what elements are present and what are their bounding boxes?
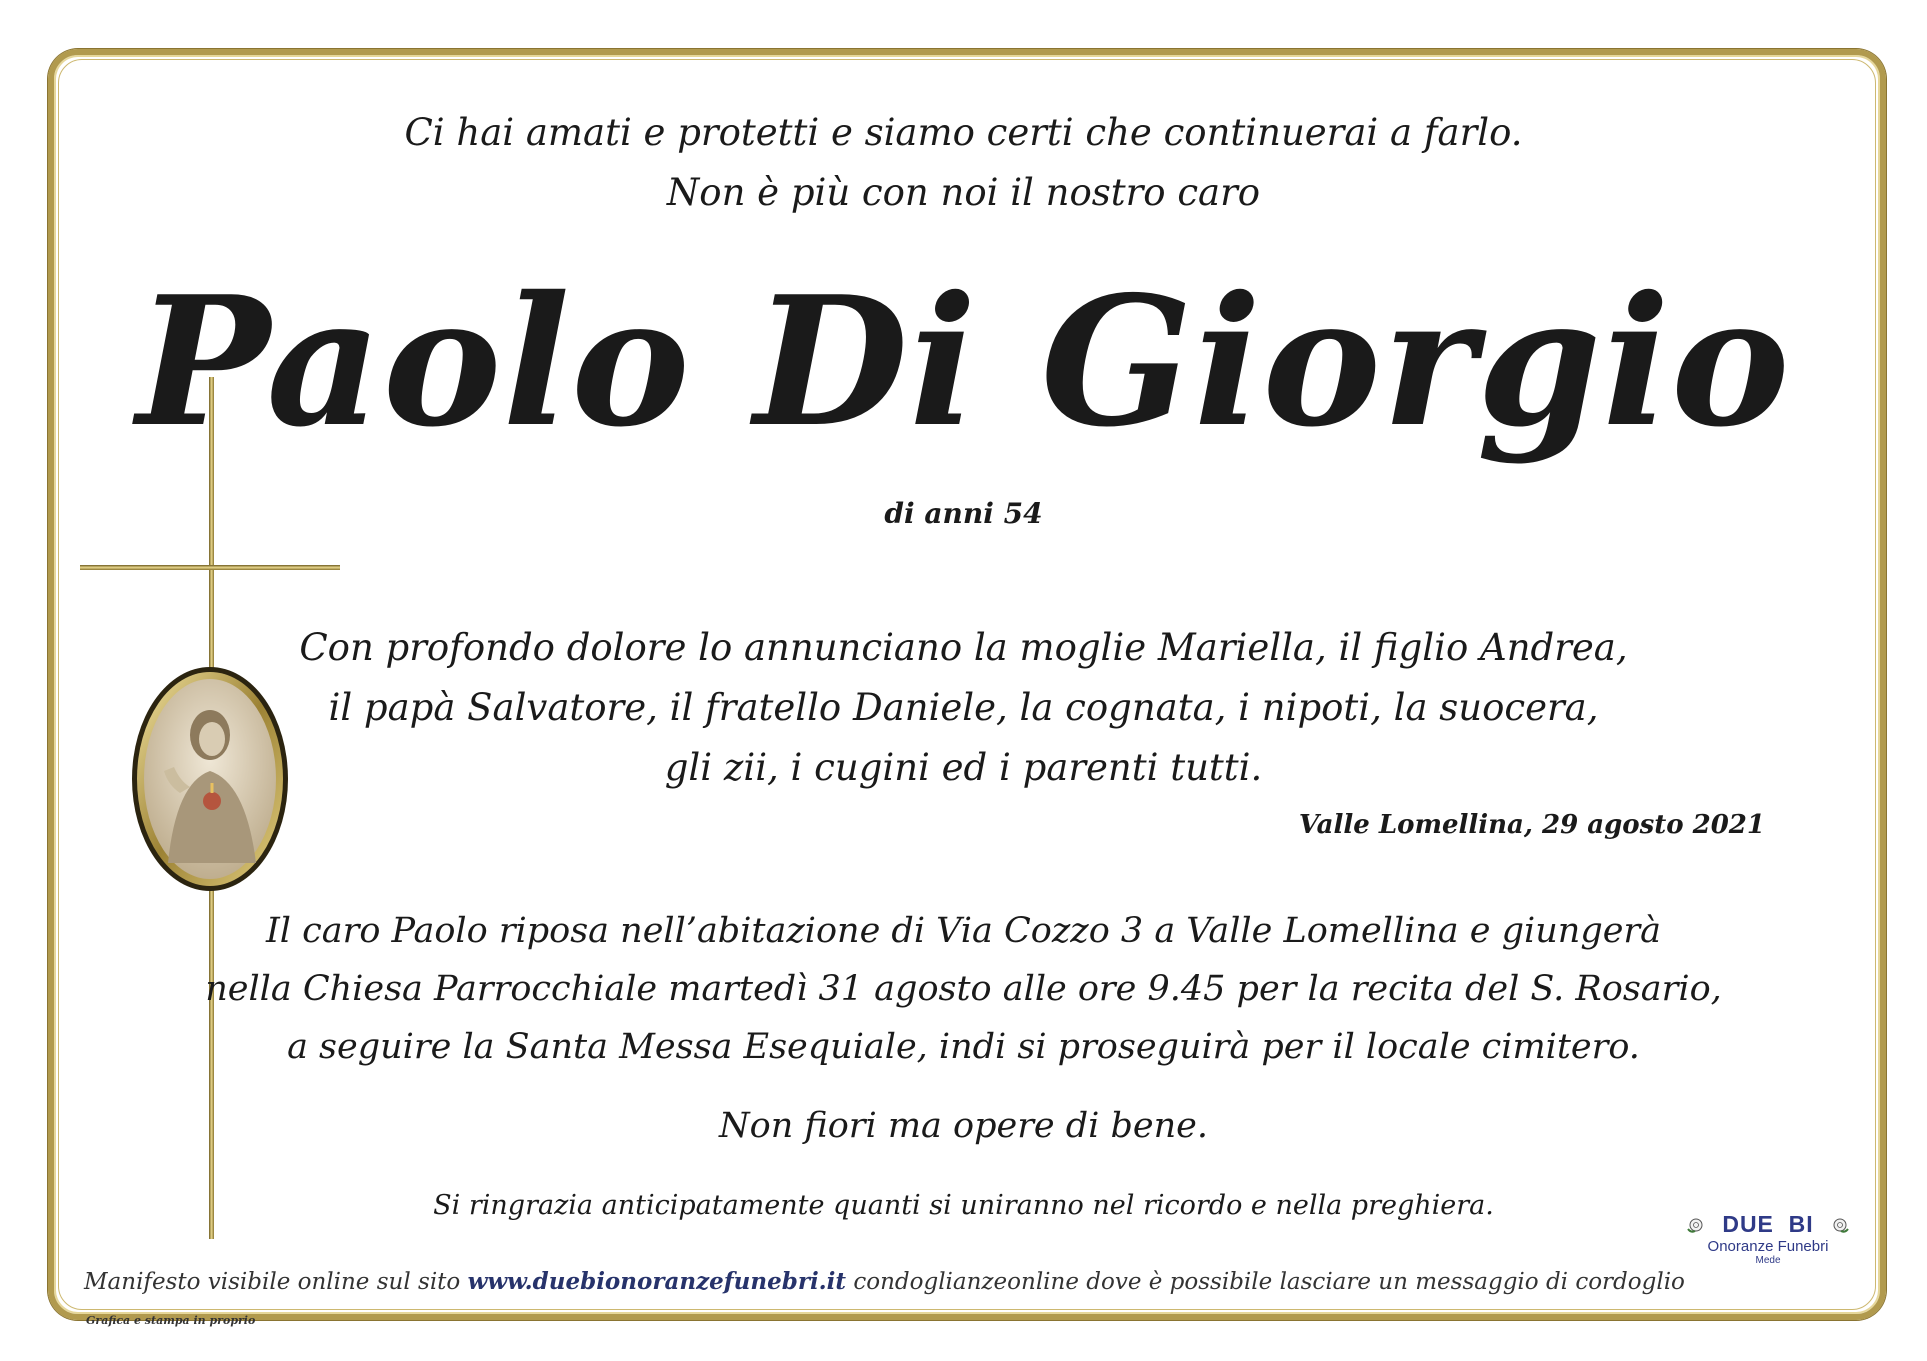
footer-note [84,1268,1685,1295]
website-link[interactable]: www.duebionoranzefunebri.it [467,1268,847,1295]
thanks-note: Si ringrazia anticipatamente quanti si uniranno nel ricordo e nella preghiera. [433,1190,1494,1221]
announcement-line-3: gli zii, i cugini ed i parenti tutti. [664,746,1263,789]
deceased-name: Paolo Di Giorgio [136,257,1791,466]
place-and-date: Valle Lomellina, 29 agosto 2021 [1298,810,1765,840]
announcement-line-1: Con profondo dolore lo annunciano la moglie Mariella, il figlio Andrea, [299,626,1628,669]
intro-line-2: Non è più con noi il nostro caro [666,171,1261,214]
cross-horizontal-bar [80,565,340,570]
funeral-line-2: nella Chiesa Parrocchiale martedì 31 agosto alle ore 9.45 per la recita del S. Rosario, [205,969,1722,1009]
intro-text [0,103,1927,223]
deceased-age: di anni 54 [884,497,1043,530]
footer-prefix: Manifesto visibile online sul sito [84,1269,468,1295]
rose-icon [1686,1215,1706,1235]
footer-suffix: condoglianzeonline dove è possibile lasciare un messaggio di cordoglio [846,1269,1685,1295]
rose-icon [1830,1215,1850,1235]
logo-city: Mede [1755,1255,1781,1266]
logo-brand: DUE BI [1722,1211,1814,1237]
funeral-line-1: Il caro Paolo riposa nell’abitazione di Via Cozzo 3 a Valle Lomellina e giungerà [265,911,1662,951]
flowers-note: Non fiori ma opere di bene. [719,1106,1208,1146]
funeral-line-3: a seguire la Santa Messa Esequiale, indi si proseguirà per il locale cimitero. [287,1027,1640,1067]
intro-line-1: Ci hai amati e protetti e siamo certi che continuerai a farlo. [404,111,1523,154]
logo-subtitle: Onoranze Funebri [1707,1238,1829,1255]
funeral-details [0,902,1927,1076]
announcement-text [0,618,1927,798]
print-credit: Grafica e stampa in proprio [86,1314,256,1327]
funeral-home-logo [1682,1211,1854,1287]
announcement-line-2: il papà Salvatore, il fratello Daniele, la cognata, i nipoti, la suocera, [328,686,1599,729]
